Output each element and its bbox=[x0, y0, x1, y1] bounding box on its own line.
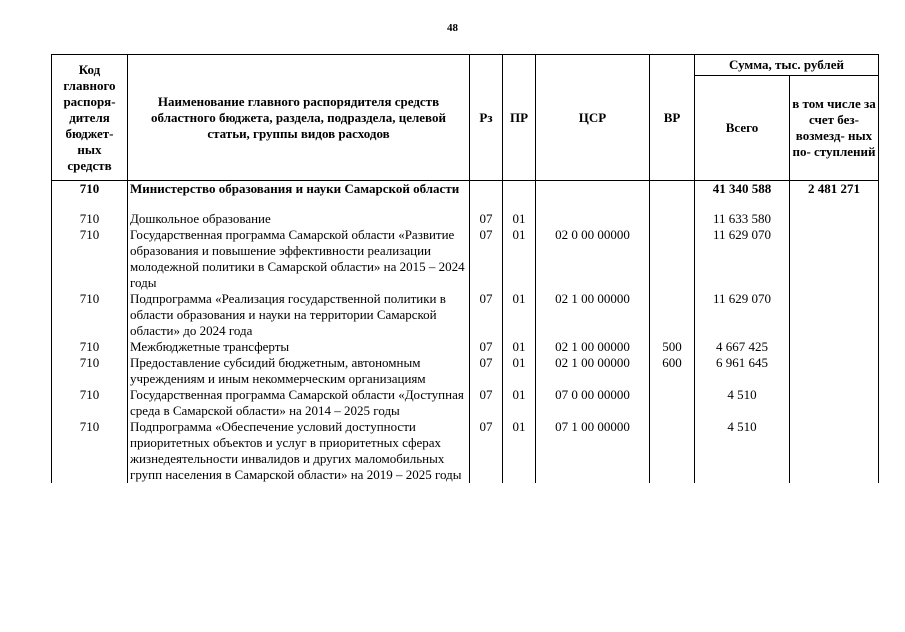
cell-csr: 02 1 00 00000 bbox=[536, 355, 650, 387]
cell-total: 4 510 bbox=[695, 419, 790, 483]
cell-rz: 07 bbox=[470, 419, 503, 483]
cell-pr: 01 bbox=[503, 355, 536, 387]
table-row bbox=[52, 419, 879, 483]
cell-free: 2 481 271 bbox=[790, 181, 879, 212]
cell-pr bbox=[503, 181, 536, 212]
cell-pr: 01 bbox=[503, 291, 536, 339]
cell-free bbox=[790, 355, 879, 387]
header-name: Наименование главного распорядителя средств областного бюджета, раздела, подраздела, целевой статьи, группы видов расходов bbox=[128, 55, 470, 181]
cell-free bbox=[790, 387, 879, 419]
cell-total: 11 629 070 bbox=[695, 227, 790, 291]
header-total: Всего bbox=[695, 76, 790, 181]
cell-vr bbox=[650, 291, 695, 339]
cell-vr bbox=[650, 387, 695, 419]
table-row bbox=[52, 181, 879, 212]
cell-code: 710 bbox=[52, 181, 128, 212]
header-rz: Рз bbox=[470, 55, 503, 181]
header-pr: ПР bbox=[503, 55, 536, 181]
cell-pr: 01 bbox=[503, 211, 536, 227]
cell-free bbox=[790, 419, 879, 483]
table-row bbox=[52, 211, 879, 227]
cell-code: 710 bbox=[52, 227, 128, 291]
cell-total: 4 510 bbox=[695, 387, 790, 419]
cell-code: 710 bbox=[52, 211, 128, 227]
cell-vr bbox=[650, 181, 695, 212]
table-header bbox=[52, 55, 879, 181]
cell-rz: 07 bbox=[470, 227, 503, 291]
cell-csr: 07 0 00 00000 bbox=[536, 387, 650, 419]
table-row bbox=[52, 339, 879, 355]
cell-total: 11 633 580 bbox=[695, 211, 790, 227]
cell-total: 41 340 588 bbox=[695, 181, 790, 212]
cell-rz bbox=[470, 181, 503, 212]
cell-name: Дошкольное образование bbox=[128, 211, 470, 227]
cell-code: 710 bbox=[52, 387, 128, 419]
cell-rz: 07 bbox=[470, 355, 503, 387]
header-sum-group: Сумма, тыс. рублей bbox=[695, 55, 879, 76]
cell-rz: 07 bbox=[470, 387, 503, 419]
cell-name: Государственная программа Самарской области «Доступная среда в Самарской области» на 2014 – 2025 годы bbox=[128, 387, 470, 419]
cell-csr: 02 1 00 00000 bbox=[536, 339, 650, 355]
cell-rz: 07 bbox=[470, 339, 503, 355]
cell-free bbox=[790, 227, 879, 291]
cell-pr: 01 bbox=[503, 339, 536, 355]
cell-total: 6 961 645 bbox=[695, 355, 790, 387]
cell-total: 4 667 425 bbox=[695, 339, 790, 355]
cell-name: Министерство образования и науки Самарской области bbox=[128, 181, 470, 212]
cell-csr: 02 0 00 00000 bbox=[536, 227, 650, 291]
table-row bbox=[52, 227, 879, 291]
cell-rz: 07 bbox=[470, 291, 503, 339]
cell-name: Подпрограмма «Обеспечение условий доступности приоритетных объектов и услуг в приоритетных сферах жизнедеятельности инвалидов и других маломобильных групп населения в Самарской области» на 2019 – 2025 годы bbox=[128, 419, 470, 483]
cell-code: 710 bbox=[52, 339, 128, 355]
cell-free bbox=[790, 211, 879, 227]
cell-free bbox=[790, 291, 879, 339]
cell-code: 710 bbox=[52, 355, 128, 387]
cell-total: 11 629 070 bbox=[695, 291, 790, 339]
header-code: Код главного распоря- дителя бюджет- ных средств bbox=[52, 55, 128, 181]
cell-csr: 02 1 00 00000 bbox=[536, 291, 650, 339]
cell-free bbox=[790, 339, 879, 355]
header-csr: ЦСР bbox=[536, 55, 650, 181]
cell-csr: 07 1 00 00000 bbox=[536, 419, 650, 483]
cell-code: 710 bbox=[52, 419, 128, 483]
table-row bbox=[52, 387, 879, 419]
cell-code: 710 bbox=[52, 291, 128, 339]
header-vr: ВР bbox=[650, 55, 695, 181]
cell-pr: 01 bbox=[503, 227, 536, 291]
cell-csr bbox=[536, 181, 650, 212]
header-free: в том числе за счет без- возмезд- ных по- ступлений bbox=[790, 76, 879, 181]
cell-pr: 01 bbox=[503, 387, 536, 419]
cell-vr: 600 bbox=[650, 355, 695, 387]
cell-vr bbox=[650, 227, 695, 291]
cell-name: Государственная программа Самарской области «Развитие образования и повышение эффективности реализации молодежной политики в Самарской области» на 2015 – 2024 годы bbox=[128, 227, 470, 291]
budget-table bbox=[51, 54, 879, 483]
cell-vr bbox=[650, 211, 695, 227]
cell-name: Предоставление субсидий бюджетным, автономным учреждениям и иным некоммерческим организациям bbox=[128, 355, 470, 387]
cell-csr bbox=[536, 211, 650, 227]
page-number: 48 bbox=[447, 22, 458, 34]
table-row bbox=[52, 291, 879, 339]
cell-name: Межбюджетные трансферты bbox=[128, 339, 470, 355]
table-row bbox=[52, 355, 879, 387]
cell-pr: 01 bbox=[503, 419, 536, 483]
cell-name: Подпрограмма «Реализация государственной политики в области образования и науки на территории Самарской области» до 2024 года bbox=[128, 291, 470, 339]
cell-rz: 07 bbox=[470, 211, 503, 227]
cell-vr: 500 bbox=[650, 339, 695, 355]
cell-vr bbox=[650, 419, 695, 483]
